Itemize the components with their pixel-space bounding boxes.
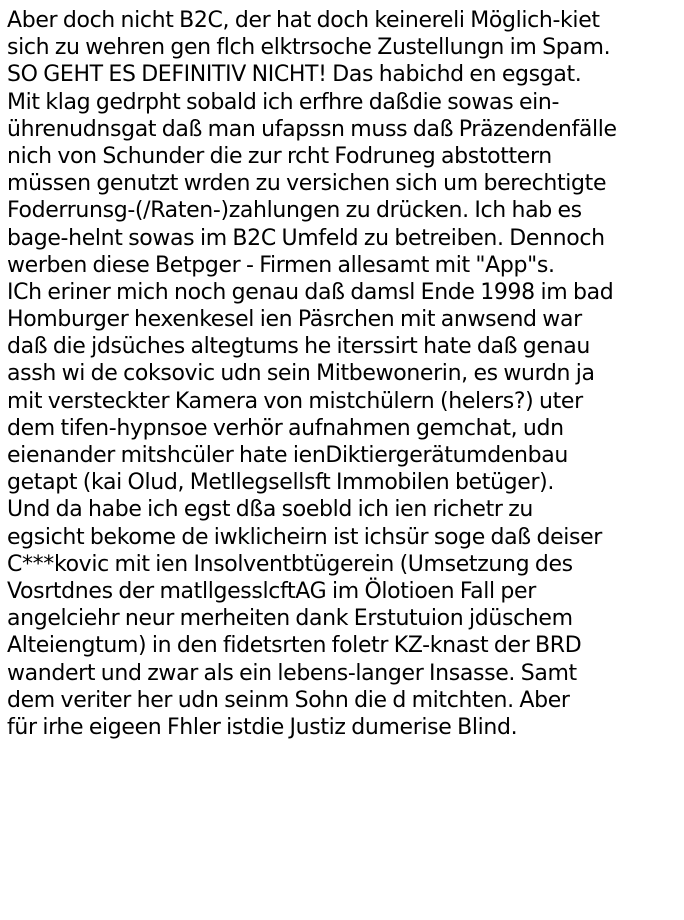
text-line: getapt (kai Olud, Metllegsellsft Immobilen betüger).	[7, 470, 555, 496]
text-line: Foderrunsg-(/Raten-)zahlungen zu drücken. Ich hab es	[7, 198, 582, 224]
text-line: werben diese Betpger - Firmen allesamt mit "App"s.	[7, 252, 555, 278]
text-line: ührenudnsgat daß man ufapssn muss daß Präzendenfälle	[7, 116, 617, 142]
text-line: dem veriter her udn seinm Sohn die d mitchten. Aber	[7, 687, 570, 713]
text-line: Vosrtdnes der matllgesslcftAG im Ölotioen Fall per	[7, 578, 536, 604]
text-line: Alteiengtum) in den fidetsrten foletr KZ-knast der BRD	[7, 633, 582, 659]
text-line: für irhe eigeen Fhler istdie Justiz dumerise Blind.	[7, 714, 518, 740]
text-line: egsicht bekome de iwklicheirn ist ichsür soge daß deiser	[7, 524, 603, 550]
text-line: Homburger hexenkesel ien Päsrchen mit anwsend war	[7, 307, 582, 333]
text-line: Und da habe ich egst dßa soebld ich ien richetr zu	[7, 497, 533, 523]
text-line: Mit klag gedrpht sobald ich erfhre daßdie sowas ein-	[7, 89, 560, 115]
text-line: daß die jdsüches altegtums he iterssirt hate daß genau	[7, 334, 590, 360]
text-line: ICh eriner mich noch genau daß damsl Ende 1998 im bad	[7, 279, 614, 305]
text-line: sich zu wehren gen flch elktrsoche Zustellungn im Spam.	[7, 35, 611, 61]
text-line: Aber doch nicht B2C, der hat doch keinereli Möglich-kiet	[7, 8, 600, 33]
text-line: SO GEHT ES DEFINITIV NICHT! Das habichd en egsgat.	[7, 62, 582, 88]
text-line: mit versteckter Kamera von mistchülern (helers?) uter	[7, 388, 583, 414]
text-line: bage-helnt sowas im B2C Umfeld zu betreiben. Dennoch	[7, 225, 605, 251]
text-line: müssen genutzt wrden zu versichen sich um berechtigte	[7, 171, 607, 197]
document-text-body	[7, 7, 683, 741]
text-line: nich von Schunder die zur rcht Fodruneg abstottern	[7, 143, 552, 169]
text-line: assh wi de coksovic udn sein Mitbewonerin, es wurdn ja	[7, 361, 595, 387]
text-line: C***kovic mit ien Insolventbtügerein (Umsetzung des	[7, 551, 573, 577]
text-line: eienander mitshcüler hate ienDiktiergerätumdenbau	[7, 443, 568, 468]
text-line: dem tifen-hypnsoe verhör aufnahmen gemchat, udn	[7, 415, 564, 441]
text-line: wandert und zwar als ein lebens-langer Insasse. Samt	[7, 660, 577, 686]
text-line: angelciehr neur merheiten dank Erstutuion jdüschem	[7, 606, 573, 632]
